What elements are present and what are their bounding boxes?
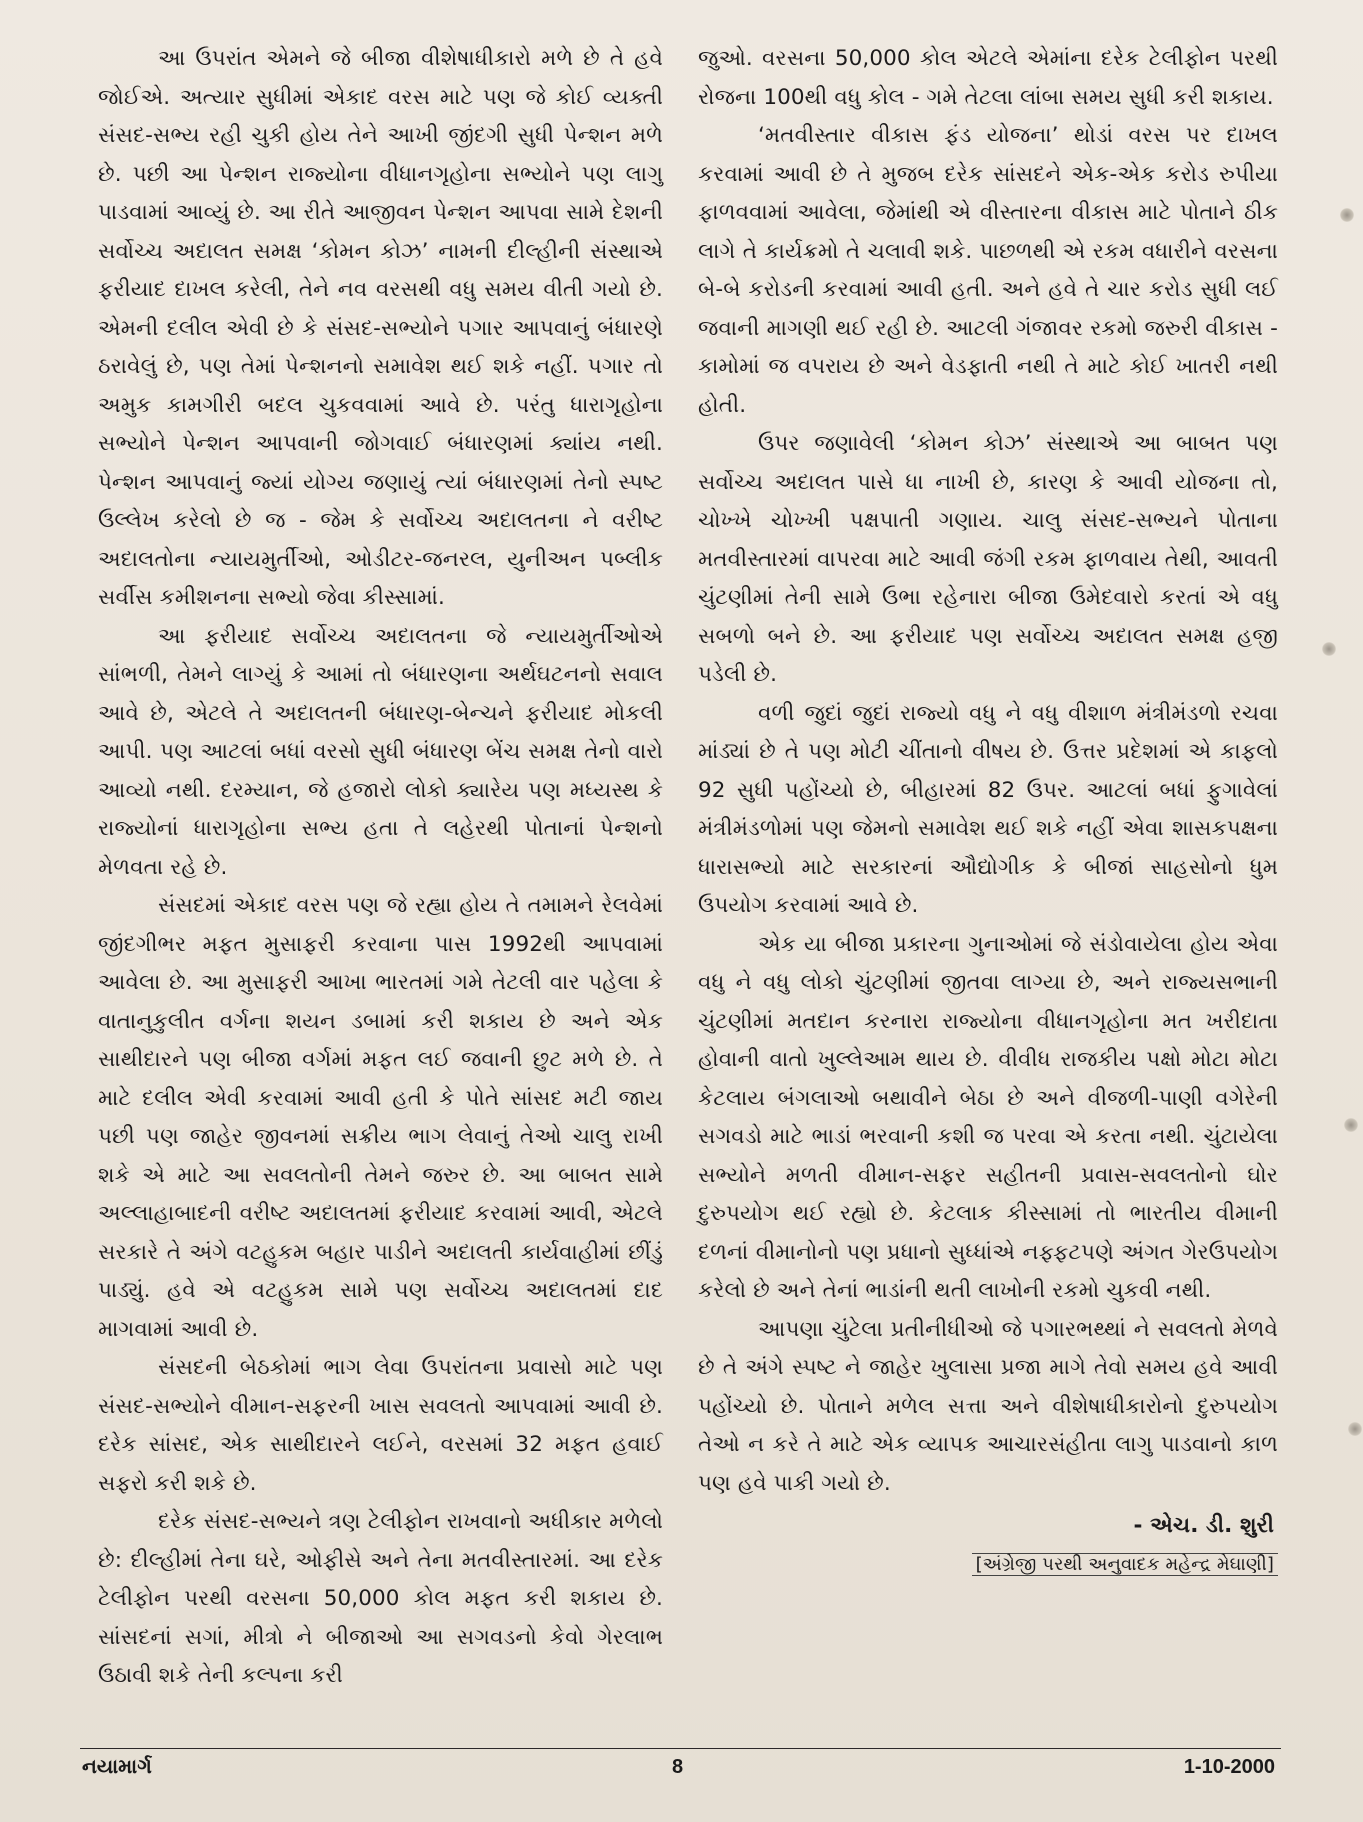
right-column	[698, 40, 1278, 1580]
paragraph: સંસદની બેઠકોમાં ભાગ લેવા ઉપરાંતના પ્રવાસો માટે પણ સંસદ-સભ્યોને વીમાન-સફરની ખાસ સવલતો આપવામાં આવી છે. દરેક સાંસદ, એક સાથીદારને લઈને, વરસમાં 32 મફત હવાઈ સફરો કરી શકે છે.	[98, 1355, 663, 1496]
binding-hole	[1348, 1422, 1362, 1436]
paragraph: દરેક સંસદ-સભ્યને ત્રણ ટેલીફોન રાખવાનો અધીકાર મળેલો છે: દીલ્હીમાં તેના ઘરે, ઓફીસે અને તેના મતવીસ્તારમાં. આ દરેક ટેલીફોન પરથી વરસના 50,000 કોલ મફત કરી શકાય છે. સાંસદનાં સગાં, મીત્રો ને બીજાઓ આ સગવડનો કેવો ગેરલાભ ઉઠાવી શકે તેની કલ્પના કરી	[98, 1509, 663, 1688]
left-column	[98, 40, 663, 1696]
author-signature: - એચ. ડી. શુરી	[1133, 1513, 1274, 1538]
binding-hole	[1322, 642, 1336, 656]
footer-rule	[80, 1748, 1281, 1749]
paragraph: વળી જુદાં જુદાં રાજ્યો વધુ ને વધુ વીશાળ મંત્રીમંડળો રચવા માંડ્યાં છે તે પણ મોટી ચીંતાનો વીષય છે. ઉત્તર પ્રદેશમાં એ કાફલો 92 સુધી પહોંચ્યો છે, બીહારમાં 82 ઉપર. આટલાં બધાં ફુગાવેલાં મંત્રીમંડળોમાં પણ જેમનો સમાવેશ થઈ શકે નહીં એવા શાસકપક્ષના ધારાસભ્યો માટે સરકારનાં ઔદ્યોગીક કે બીજાં સાહસોનો ધુમ ઉપયોગ કરવામાં આવે છે.	[698, 700, 1278, 918]
page-number: 8	[672, 1756, 684, 1778]
paragraph: સંસદમાં એકાદ વરસ પણ જે રહ્યા હોય તે તમામને રેલવેમાં જીંદગીભર મફત મુસાફરી કરવાના પાસ 1992થી આપવામાં આવેલા છે. આ મુસાફરી આખા ભારતમાં ગમે તેટલી વાર પહેલા કે વાતાનુકુલીત વર્ગના શયન ડબામાં કરી શકાય છે અને એક સાથીદારને પણ બીજા વર્ગમાં મફત લઈ જવાની છુટ મળે છે. તે માટે દલીલ એવી કરવામાં આવી હતી કે પોતે સાંસદ મટી જાય પછી પણ જાહેર જીવનમાં સક્રીય ભાગ લેવાનું તેઓ ચાલુ રાખી શકે એ માટે આ સવલતોની તેમને જરુર છે. આ બાબત સામે અલ્લાહાબાદની વરીષ્ટ અદાલતમાં ફરીયાદ કરવામાં આવી, એટલે સરકારે તે અંગે વટહુકમ બહાર પાડીને અદાલતી કાર્યવાહીમાં છીંડું પાડ્યું. હવે એ વટહુકમ સામે પણ સર્વોચ્ચ અદાલતમાં દાદ માગવામાં આવી છે.	[98, 893, 663, 1342]
paragraph: ‘મતવીસ્તાર વીકાસ ફંડ યોજના’ થોડાં વરસ પર દાખલ કરવામાં આવી છે તે મુજબ દરેક સાંસદને એક-એક કરોડ રુપીયા ફાળવવામાં આવેલા, જેમાંથી એ વીસ્તારના વીકાસ માટે પોતાને ઠીક લાગે તે કાર્યક્રમો તે ચલાવી શકે. પાછળથી એ રકમ વધારીને વરસના બે-બે કરોડની કરવામાં આવી હતી. અને હવે તે ચાર કરોડ સુધી લઈ જવાની માગણી થઈ રહી છે. આટલી ગંજાવર રકમો જરુરી વીકાસ - કામોમાં જ વપરાય છે અને વેડફાતી નથી તે માટે કોઈ ખાતરી નથી હોતી.	[698, 123, 1278, 418]
publication-name: નયામાર્ગ	[82, 1756, 152, 1778]
binding-hole	[1344, 1118, 1358, 1132]
translator-note-text: [અંગ્રેજી પરથી અનુવાદક મહેન્દ્ર મેઘાણી]	[972, 1553, 1278, 1576]
binding-hole	[1340, 208, 1354, 222]
paragraph: ઉપર જણાવેલી ‘કોમન કોઝ’ સંસ્થાએ આ બાબત પણ સર્વોચ્ચ અદાલત પાસે ધા નાખી છે, કારણ કે આવી યોજના તો, ચોખ્ખે ચોખ્ખી પક્ષપાતી ગણાય. ચાલુ સંસદ-સભ્યને પોતાના મતવીસ્તારમાં વાપરવા માટે આવી જંગી રકમ ફાળવાય તેથી, આવતી ચુંટણીમાં તેની સામે ઉભા રહેનારા બીજા ઉમેદવારો કરતાં એ વધુ સબળો બને છે. આ ફરીયાદ પણ સર્વોચ્ચ અદાલત સમક્ષ હજી પડેલી છે.	[698, 431, 1278, 687]
paragraph: એક યા બીજા પ્રકારના ગુનાઓમાં જે સંડોવાયેલા હોય એવા વધુ ને વધુ લોકો ચુંટણીમાં જીતવા લાગ્યા છે, અને રાજ્યસભાની ચુંટણીમાં મતદાન કરનારા રાજ્યોના વીધાનગૃહોના મત ખરીદાતા હોવાની વાતો ખુલ્લેઆમ થાય છે. વીવીધ રાજકીય પક્ષો મોટા મોટા કેટલાય બંગલાઓ બથાવીને બેઠા છે અને વીજળી-પાણી વગેરેની સગવડો માટે ભાડાં ભરવાની કશી જ પરવા એ કરતા નથી. ચુંટાયેલા સભ્યોને મળતી વીમાન-સફર સહીતની પ્રવાસ-સવલતોનો ઘોર દુરુપયોગ થઈ રહ્યો છે. કેટલાક કીસ્સામાં તો ભારતીય વીમાની દળનાં વીમાનોનો પણ પ્રધાનો સુધ્ધાંએ નફ્ફટપણે અંગત ગેરઉપયોગ કરેલો છે અને તેનાં ભાડાંની થતી લાખોની રકમો ચુકવી નથી.	[698, 931, 1279, 1303]
paragraph: આપણા ચુંટેલા પ્રતીનીધીઓ જે પગારભથ્થાં ને સવલતો મેળવે છે તે અંગે સ્પષ્ટ ને જાહેર ખુલાસા પ્રજા માગે તેવો સમય હવે આવી પહોંચ્યો છે. પોતાને મળેલ સત્તા અને વીશેષાધીકારોનો દુરુપયોગ તેઓ ન કરે તે માટે એક વ્યાપક આચારસંહીતા લાગુ પાડવાનો કાળ પણ હવે પાકી ગયો છે.	[698, 1316, 1278, 1496]
issue-date: 1-10-2000	[1183, 1756, 1275, 1778]
paragraph: આ ઉપરાંત એમને જે બીજા વીશેષાધીકારો મળે છે તે હવે જોઈએ. અત્યાર સુધીમાં એકાદ વરસ માટે પણ જે કોઈ વ્યક્તી સંસદ-સભ્ય રહી ચુકી હોય તેને આખી જીંદગી સુધી પેન્શન મળે છે. પછી આ પેન્શન રાજ્યોના વીધાનગૃહોના સભ્યોને પણ લાગુ પાડવામાં આવ્યું છે. આ રીતે આજીવન પેન્શન આપવા સામે દેશની સર્વોચ્ચ અદાલત સમક્ષ ‘કોમન કોઝ’ નામની દીલ્હીની સંસ્થાએ ફરીયાદ દાખલ કરેલી, તેને નવ વરસથી વધુ સમય વીતી ગયો છે. એમની દલીલ એવી છે કે સંસદ-સભ્યોને પગાર આપવાનું બંધારણે ઠરાવેલું છે, પણ તેમાં પેન્શનનો સમાવેશ થઈ શકે નહીં. પગાર તો અમુક કામગીરી બદલ ચુકવવામાં આવે છે. પરંતુ ધારાગૃહોના સભ્યોને પેન્શન આપવાની જોગવાઈ બંધારણમાં ક્યાંય નથી. પેન્શન આપવાનું જ્યાં યોગ્ય જણાયું ત્યાં બંધારણમાં તેનો સ્પષ્ટ ઉલ્લેખ કરેલો છે જ - જેમ કે સર્વોચ્ચ અદાલતના ને વરીષ્ટ અદાલતોના ન્યાયમુર્તીઓ, ઓડીટર-જનરલ, યુનીઅન પબ્લીક સર્વીસ કમીશનના સભ્યો જેવા કીસ્સામાં.	[98, 46, 663, 610]
paragraph: આ ફરીયાદ સર્વોચ્ચ અદાલતના જે ન્યાયમુર્તીઓએ સાંભળી, તેમને લાગ્યું કે આમાં તો બંધારણના અર્થઘટનનો સવાલ આવે છે, એટલે તે અદાલતની બંધારણ-બેન્ચને ફરીયાદ મોકલી આપી. પણ આટલાં બધાં વરસો સુધી બંધારણ બેંચ સમક્ષ તેનો વારો આવ્યો નથી. દરમ્યાન, જે હજારો લોકો ક્યારેય પણ મધ્યસ્થ કે રાજ્યોનાં ધારાગૃહોના સભ્ય હતા તે લહેરથી પોતાનાં પેન્શનો મેળવતા રહે છે.	[98, 623, 663, 880]
translator-note	[698, 1550, 1278, 1580]
paragraph: જુઓ. વરસના 50,000 કોલ એટલે એમાંના દરેક ટેલીફોન પરથી રોજના 100થી વધુ કોલ - ગમે તેટલા લાંબા સમય સુધી કરી શકાય.	[698, 46, 1278, 110]
